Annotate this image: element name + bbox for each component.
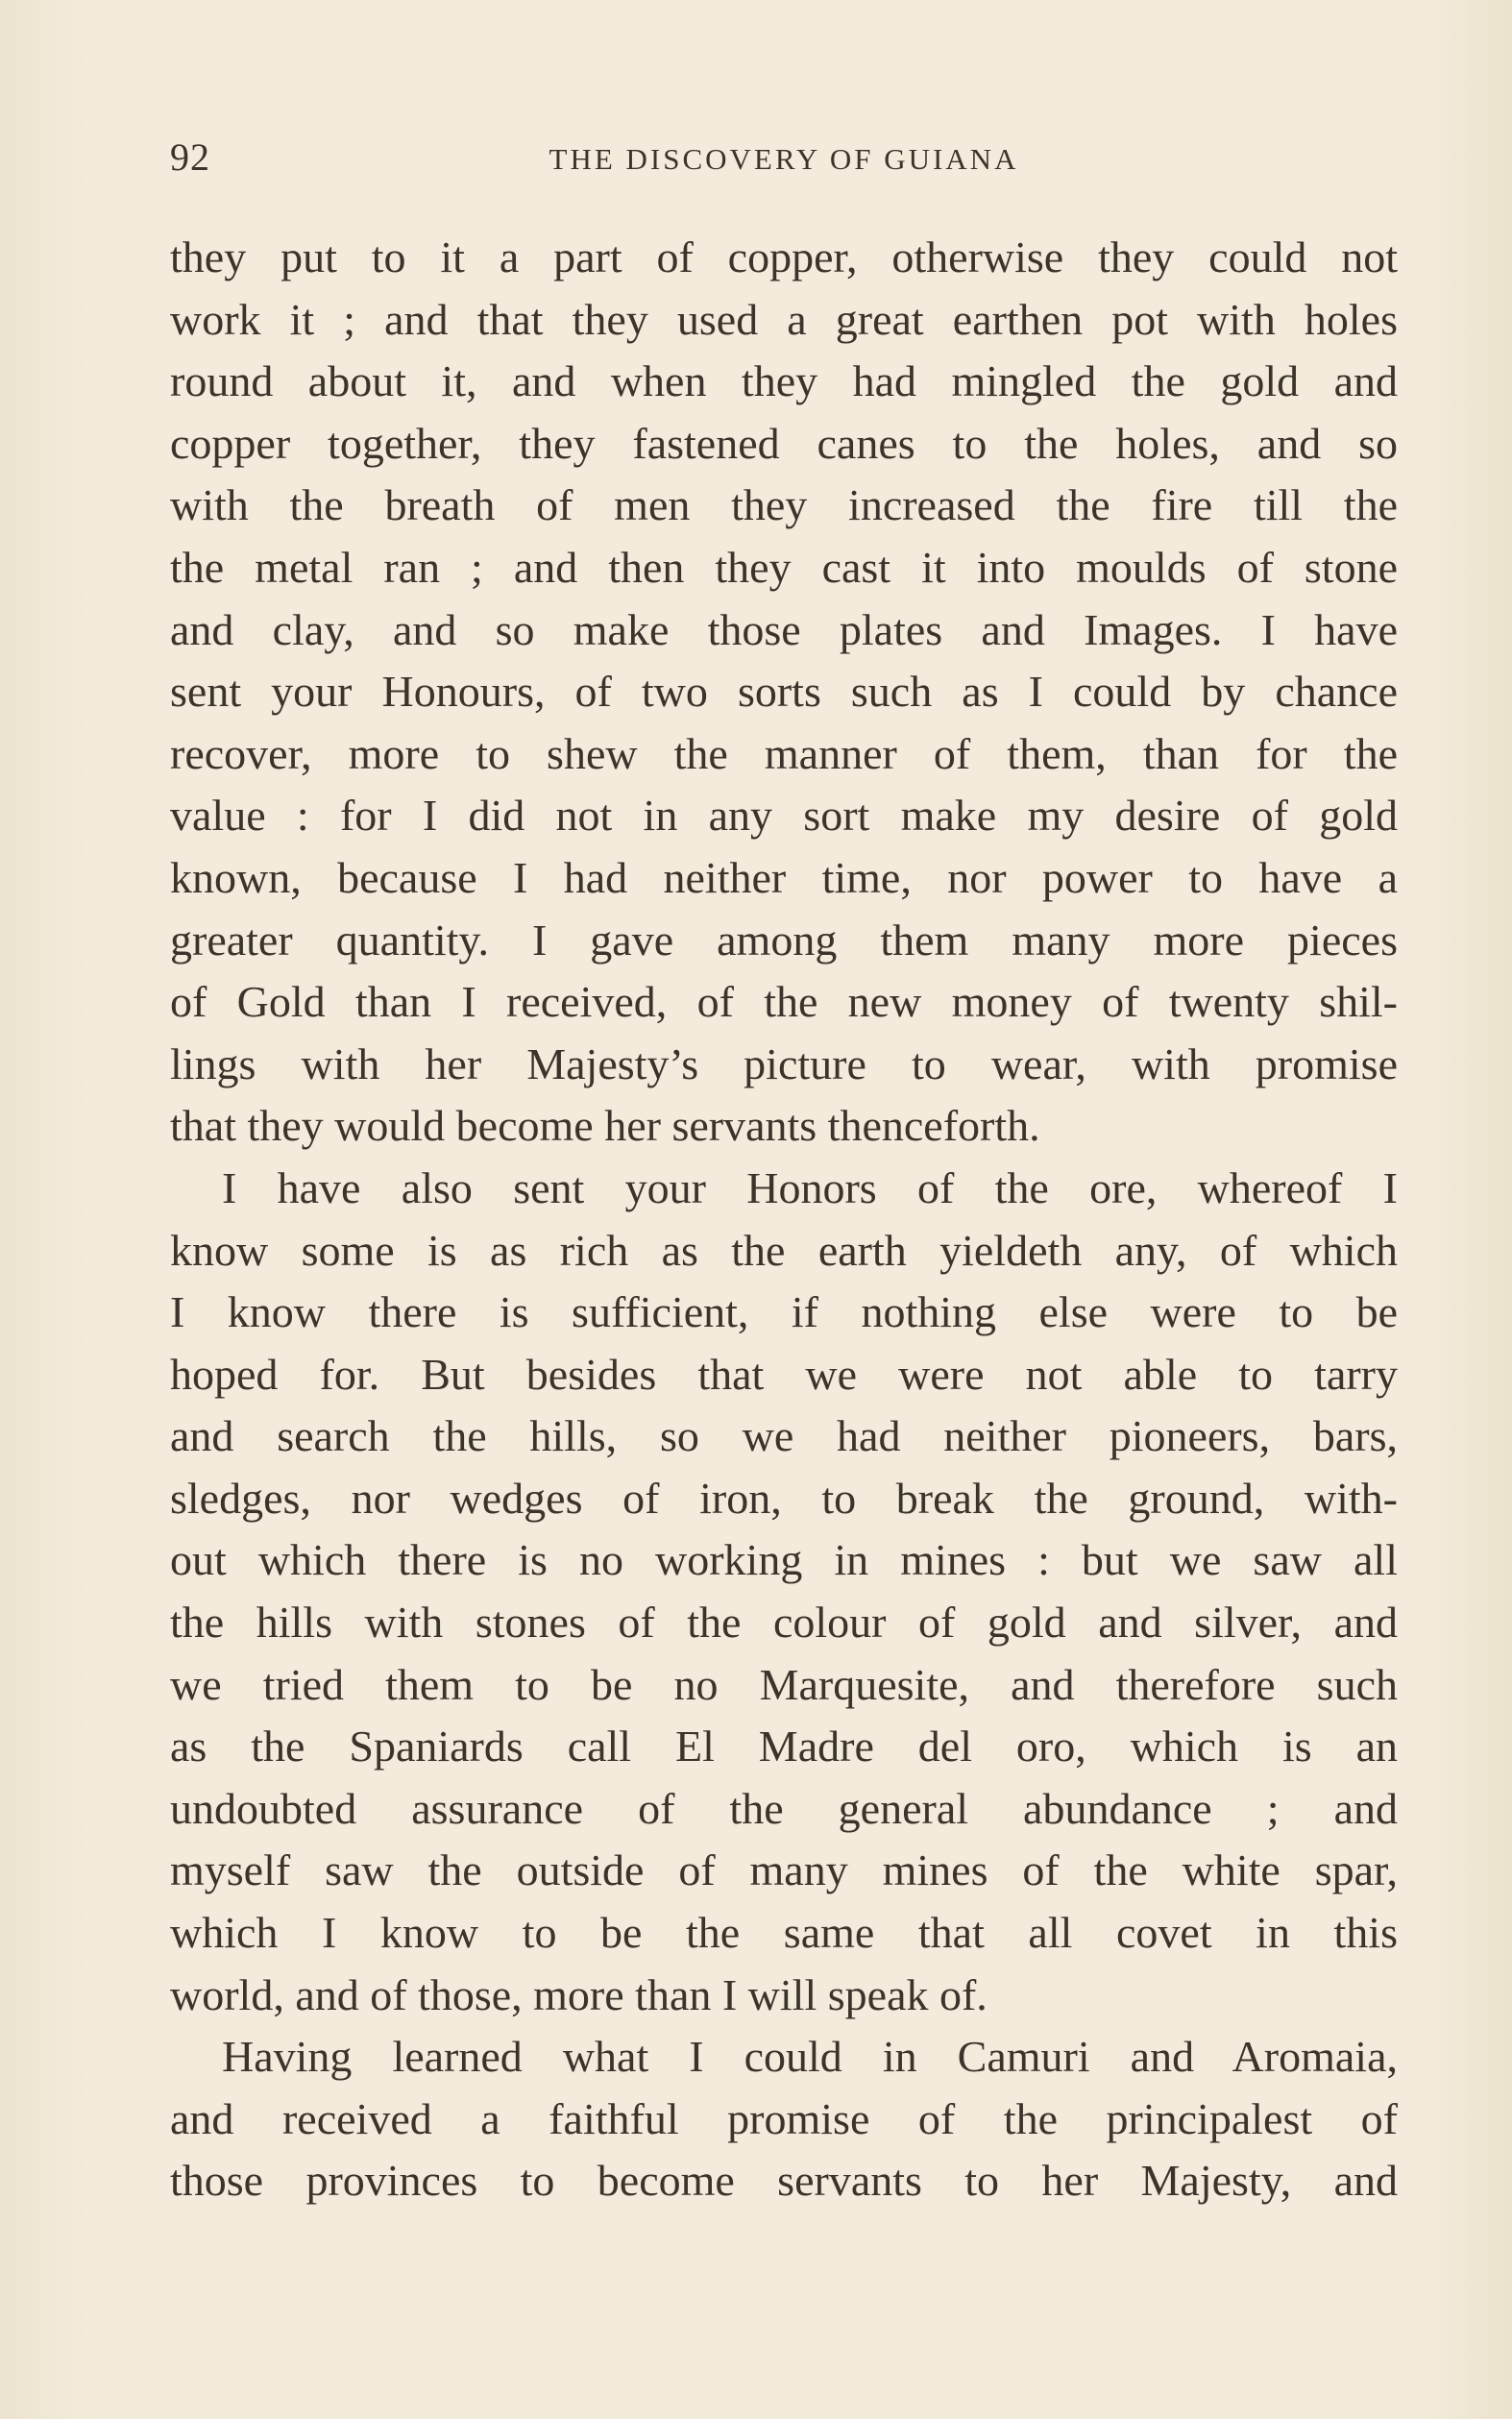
text-line: recover, more to shew the manner of them, than for the bbox=[170, 728, 1398, 778]
running-title: THE DISCOVERY OF GUIANA bbox=[549, 142, 1019, 176]
text-line: undoubted assurance of the general abundance ; and bbox=[170, 1783, 1398, 1833]
paragraph bbox=[170, 2026, 1398, 2212]
text-line: the hills with stones of the colour of gold and silver, and bbox=[170, 1598, 1398, 1648]
text-line: sent your Honours, of two sorts such as I could by chance bbox=[170, 667, 1398, 717]
text-line: round about it, and when they had mingled the gold and bbox=[170, 356, 1398, 406]
text-line: I have also sent your Honors of the ore, whereof I bbox=[222, 1162, 1398, 1212]
text-line: sledges, nor wedges of iron, to break the ground, with- bbox=[170, 1473, 1398, 1523]
text-line: value : for I did not in any sort make my desire of gold bbox=[170, 791, 1398, 841]
text-line: the metal ran ; and then they cast it into moulds of stone bbox=[170, 542, 1398, 592]
text-line: those provinces to become servants to her Majesty, and bbox=[170, 2156, 1398, 2206]
text-line: and clay, and so make those plates and Images. I have bbox=[170, 604, 1398, 654]
page-header bbox=[170, 134, 1398, 192]
text-line: which I know to be the same that all covet in this bbox=[170, 1908, 1398, 1958]
text-line: know some is as rich as the earth yieldeth any, of which bbox=[170, 1225, 1398, 1275]
text-line: world, and of those, more than I will speak of. bbox=[170, 1969, 988, 2019]
text-line: greater quantity. I gave among them many more pieces bbox=[170, 915, 1398, 965]
text-line: and received a faithful promise of the principalest of bbox=[170, 2093, 1398, 2143]
text-line: lings with her Majesty’s picture to wear, with promise bbox=[170, 1038, 1398, 1088]
text-line: myself saw the outside of many mines of the white spar, bbox=[170, 1845, 1398, 1895]
text-line: as the Spaniards call El Madre del oro, which is an bbox=[170, 1722, 1398, 1771]
text-line: that they would become her servants thenceforth. bbox=[170, 1101, 1040, 1151]
text-line: known, because I had neither time, nor power to have a bbox=[170, 852, 1398, 902]
text-line: copper together, they fastened canes to the holes, and so bbox=[170, 418, 1398, 468]
text-line: hoped for. But besides that we were not able to tarry bbox=[170, 1349, 1398, 1399]
text-line: and search the hills, so we had neither pioneers, bars, bbox=[170, 1411, 1398, 1461]
text-line: out which there is no working in mines : but we saw all bbox=[170, 1535, 1398, 1585]
text-line: I know there is sufficient, if nothing else were to be bbox=[170, 1287, 1398, 1337]
paragraph bbox=[170, 1158, 1398, 2026]
text-line: of Gold than I received, of the new money of twenty shil- bbox=[170, 977, 1398, 1027]
page-number: 92 bbox=[170, 135, 210, 179]
text-line: with the breath of men they increased the fire till the bbox=[170, 480, 1398, 530]
text-line: we tried them to be no Marquesite, and therefore such bbox=[170, 1659, 1398, 1709]
text-line: Having learned what I could in Camuri and Aromaia, bbox=[222, 2032, 1398, 2082]
paragraph bbox=[170, 227, 1398, 1158]
body-text bbox=[170, 227, 1398, 2212]
text-line: they put to it a part of copper, otherwise they could not bbox=[170, 232, 1398, 281]
text-line: work it ; and that they used a great earthen pot with holes bbox=[170, 294, 1398, 344]
